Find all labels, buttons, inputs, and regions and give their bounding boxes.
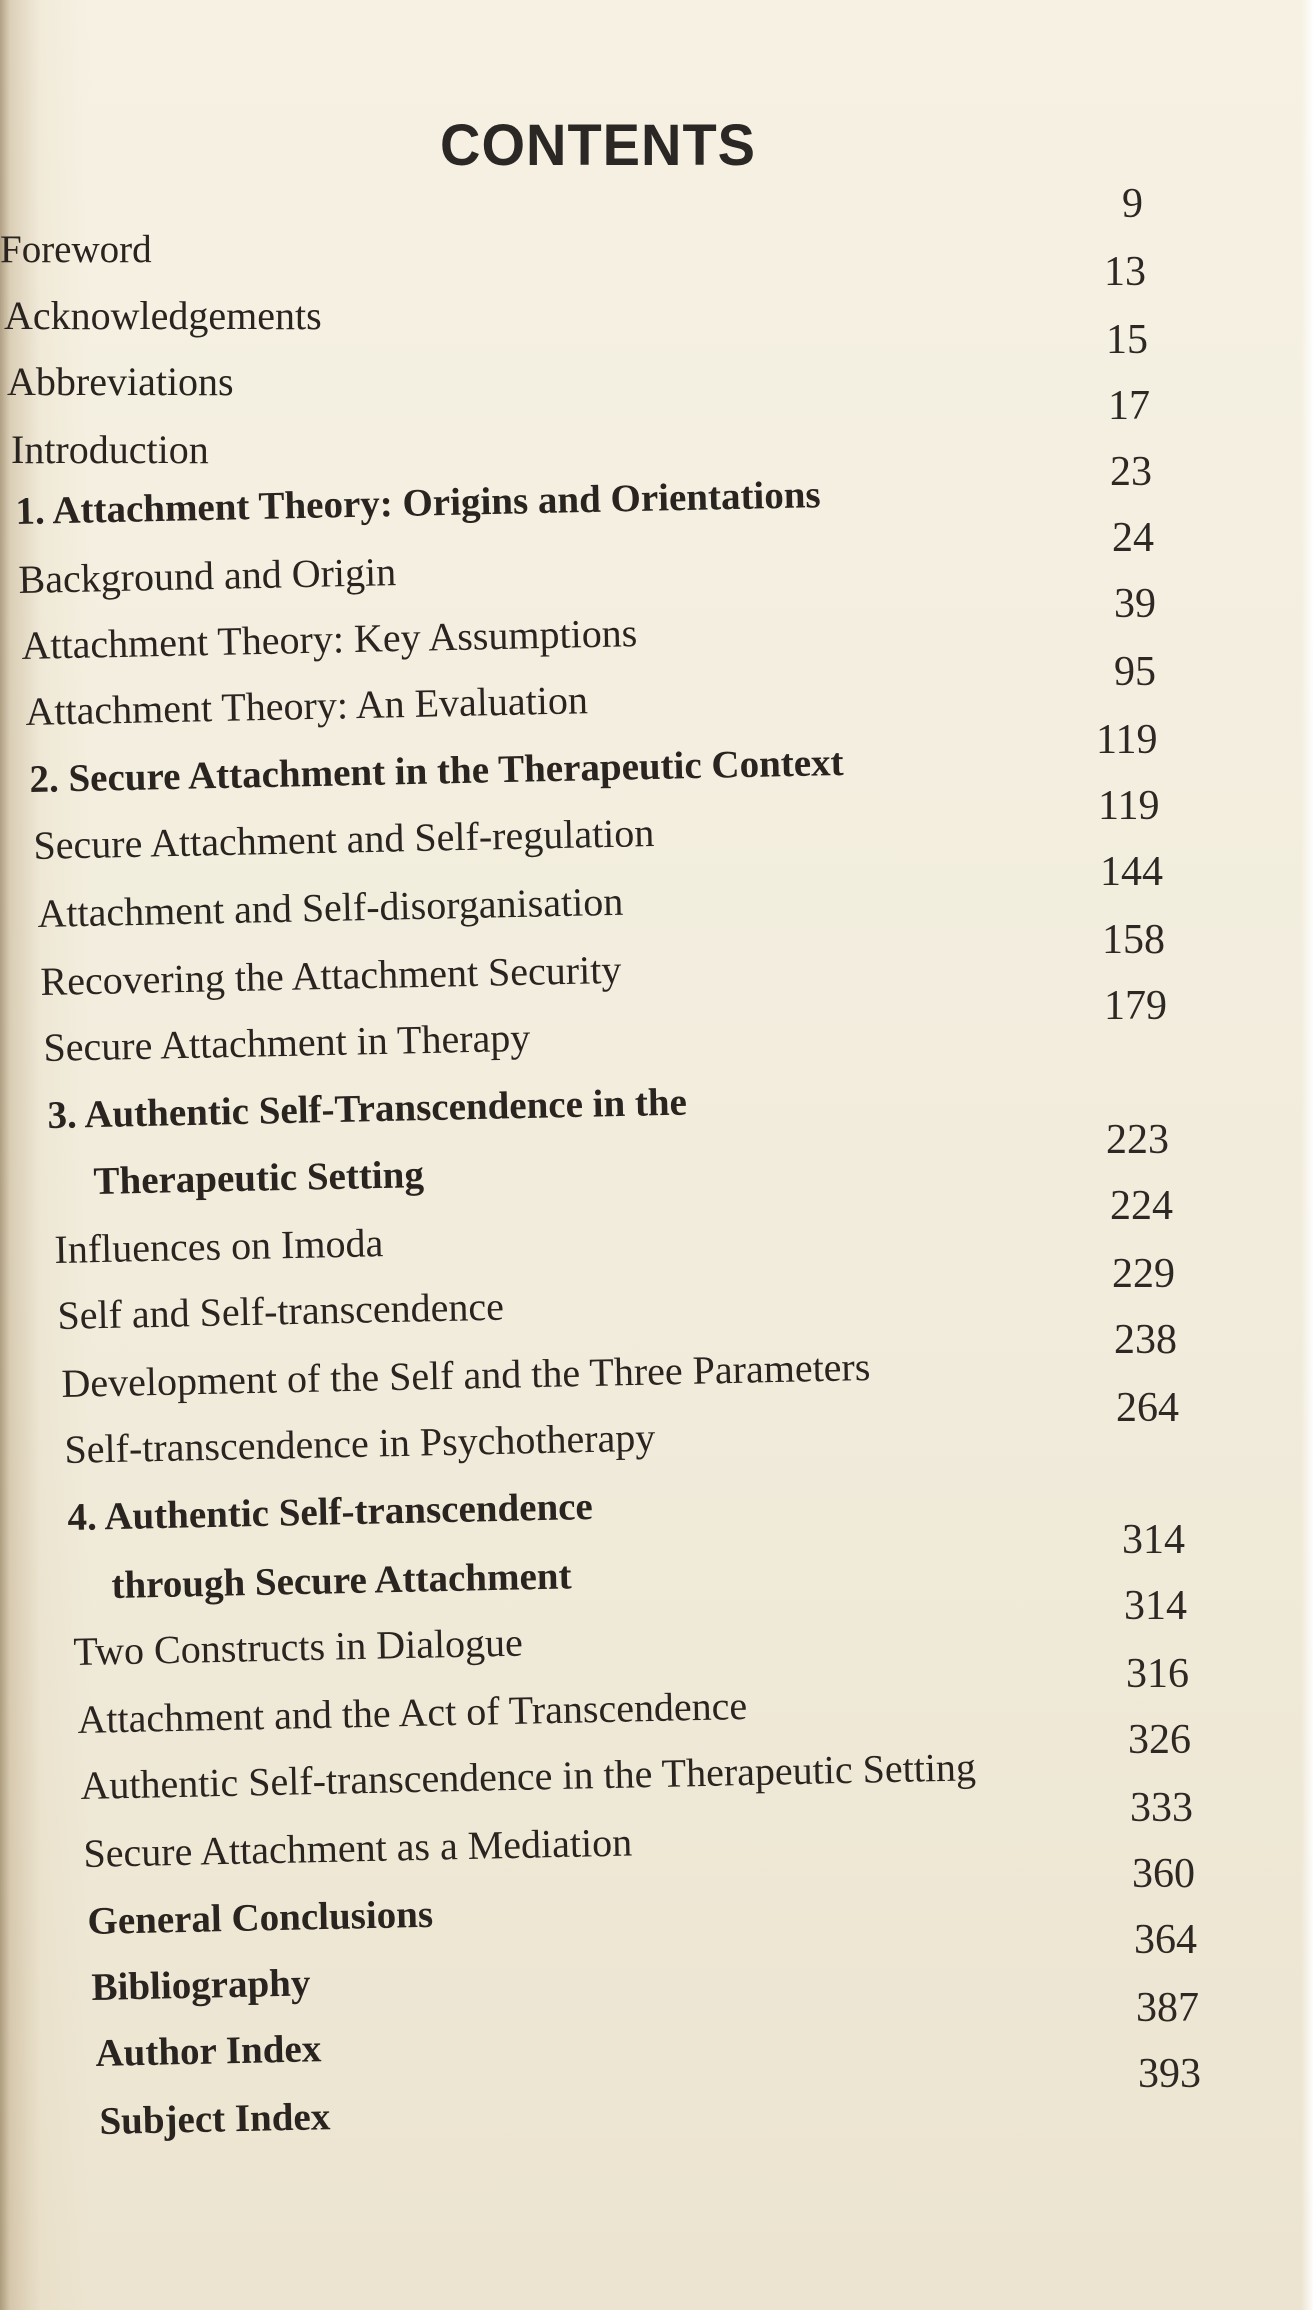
toc-entry xyxy=(21,610,638,670)
toc-entry-title: Background and Origin xyxy=(18,549,397,603)
toc-entry-title: Bibliography xyxy=(91,1961,311,2010)
toc-entry xyxy=(57,1280,505,1340)
toc-entry xyxy=(37,878,624,938)
toc-page-number: 144 xyxy=(1100,849,1163,895)
toc-entry xyxy=(77,1682,748,1744)
toc-entry-title: through Secure Attachment xyxy=(111,1554,572,1608)
toc-entry-title: 4. Authentic Self-transcendence xyxy=(67,1485,594,1540)
toc-entry xyxy=(33,810,655,870)
toc-entry xyxy=(29,740,844,804)
toc-page-number: 393 xyxy=(1138,2051,1201,2097)
toc-entry xyxy=(95,2018,322,2078)
toc-entry-title: Secure Attachment in Therapy xyxy=(43,1014,531,1071)
toc-entry-title: Secure Attachment as a Mediation xyxy=(83,1819,633,1877)
toc-entry xyxy=(99,2086,331,2146)
toc-page-number: 24 xyxy=(1112,515,1154,561)
toc-entry-title: Development of the Self and the Three Parameters xyxy=(61,1344,871,1407)
toc-page-number: 364 xyxy=(1134,1917,1197,1963)
toc-entry-title: Attachment Theory: An Evaluation xyxy=(25,677,589,735)
toc-page-number: 314 xyxy=(1122,1517,1185,1563)
toc-page-number: 95 xyxy=(1114,649,1156,695)
toc-entry-title: Self and Self-transcendence xyxy=(57,1283,505,1339)
toc-entry xyxy=(47,1080,688,1140)
toc-entry-title: Attachment and the Act of Transcendence xyxy=(77,1682,748,1743)
toc-page-number: 387 xyxy=(1136,1985,1199,2031)
toc-entry xyxy=(91,1952,311,2012)
toc-entry-title: Self-transcendence in Psychotherapy xyxy=(64,1414,656,1473)
toc-entry xyxy=(15,473,822,536)
toc-entry xyxy=(54,1214,384,1274)
toc-entry xyxy=(61,1344,871,1408)
toc-page-number: 9 xyxy=(1122,181,1143,227)
toc-entry xyxy=(40,946,622,1006)
toc-page-number: 119 xyxy=(1098,783,1160,829)
toc-page-number: 264 xyxy=(1116,1385,1179,1431)
toc-entry xyxy=(80,1744,977,1810)
toc-page-number: 17 xyxy=(1108,383,1150,429)
toc-entry xyxy=(67,1482,594,1542)
toc-entry-title: Author Index xyxy=(95,2027,322,2076)
contents-heading: CONTENTS xyxy=(440,111,756,178)
toc-page-number: 39 xyxy=(1114,581,1156,627)
toc-page-number: 15 xyxy=(1106,317,1148,363)
toc-page-number: 360 xyxy=(1132,1851,1195,1897)
toc-page-number: 224 xyxy=(1110,1183,1173,1229)
toc-entry xyxy=(87,1886,434,1946)
toc-entry-title: Recovering the Attachment Security xyxy=(40,946,622,1005)
toc-entry xyxy=(73,1616,524,1676)
toc-entry xyxy=(25,676,589,736)
toc-entry-title: Influences on Imoda xyxy=(54,1220,384,1273)
toc-page-number: 333 xyxy=(1130,1785,1193,1831)
toc-page-number: 158 xyxy=(1102,917,1165,963)
toc-page-number: 23 xyxy=(1110,449,1152,495)
toc-page-number: 238 xyxy=(1114,1317,1177,1363)
toc-entry xyxy=(18,544,397,604)
toc-entry-title: Therapeutic Setting xyxy=(93,1153,425,1204)
toc-entry-title: Foreword xyxy=(0,228,152,271)
toc-entry xyxy=(43,1012,531,1072)
toc-entry-title: 2. Secure Attachment in the Therapeutic Context xyxy=(29,740,844,802)
toc-page-number: 229 xyxy=(1112,1251,1175,1297)
toc-page-number: 326 xyxy=(1128,1717,1191,1763)
toc-entry-title: Two Constructs in Dialogue xyxy=(73,1619,524,1675)
toc-entry-title: Secure Attachment and Self-regulation xyxy=(33,810,655,869)
toc-page-number: 223 xyxy=(1106,1117,1169,1163)
toc-entry xyxy=(111,1550,572,1610)
toc-page-number: 316 xyxy=(1126,1651,1189,1697)
toc-entry-title: 1. Attachment Theory: Origins and Orientations xyxy=(15,473,822,534)
toc-entry-title: General Conclusions xyxy=(87,1892,434,1944)
toc-entry-title: Attachment Theory: Key Assumptions xyxy=(21,610,638,669)
toc-entry xyxy=(83,1818,633,1878)
toc-entry xyxy=(93,1146,425,1206)
toc-entry-title: Authentic Self-transcendence in the Therapeutic Setting xyxy=(80,1744,977,1809)
toc-entry-title: Introduction xyxy=(11,427,209,472)
toc-entry-title: 3. Authentic Self-Transcendence in the xyxy=(47,1080,688,1138)
toc-entry-title: Acknowledgements xyxy=(4,293,322,338)
toc-page-number: 119 xyxy=(1096,717,1158,763)
toc-entry xyxy=(64,1414,656,1474)
toc-entry-title: Abbreviations xyxy=(7,359,234,404)
toc-entry-title: Subject Index xyxy=(99,2095,331,2144)
toc-page-number: 314 xyxy=(1124,1583,1187,1629)
toc-page-number: 13 xyxy=(1104,249,1146,295)
toc-entry-title: Attachment and Self-disorganisation xyxy=(37,878,624,937)
toc-page-number: 179 xyxy=(1104,983,1167,1029)
